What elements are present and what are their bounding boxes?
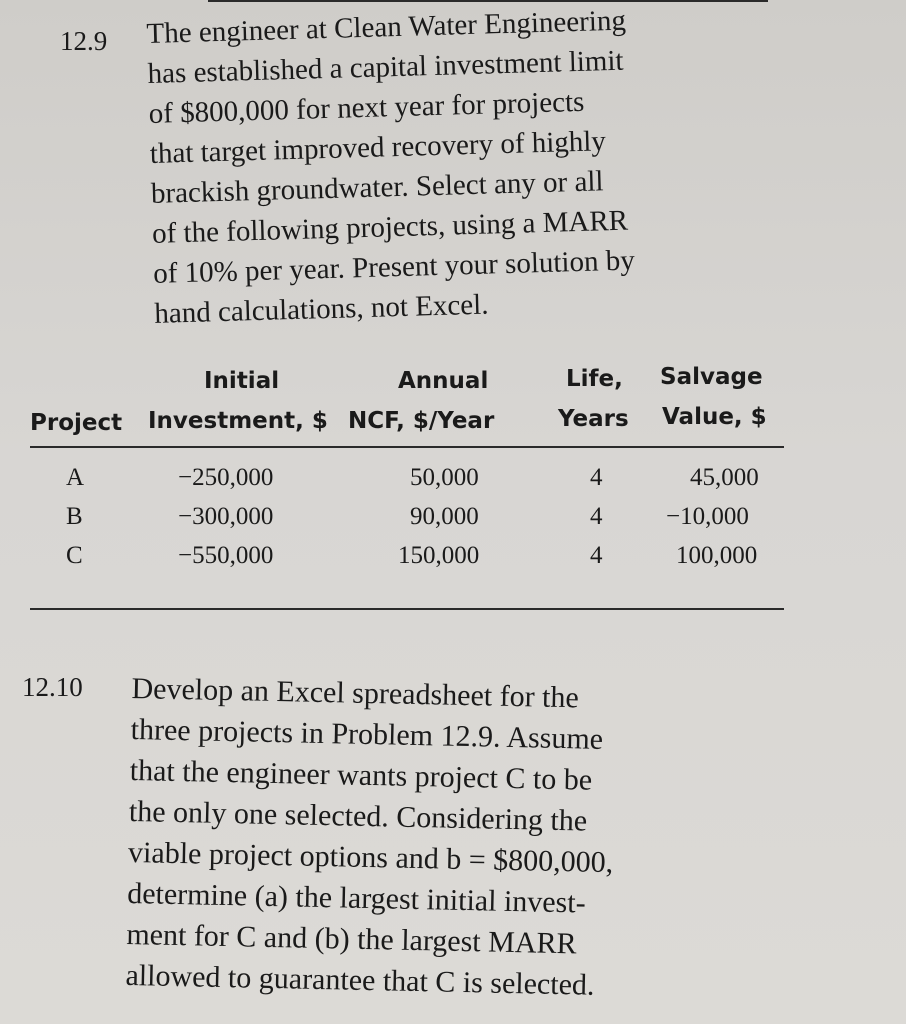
- row-c-life: 4: [590, 542, 603, 569]
- row-a-life: 4: [590, 464, 603, 491]
- table-bottom-divider: [30, 608, 784, 610]
- problem-text-line: Develop an Excel spreadsheet for the: [131, 671, 580, 715]
- problem-text-line: viable project options and b = $800,000,: [127, 835, 614, 880]
- problem-text-line: brackish groundwater. Select any or all: [150, 165, 604, 210]
- row-b-investment: −300,000: [178, 503, 274, 530]
- header-value: Value, $: [662, 404, 767, 430]
- header-ncf: NCF, $/Year: [348, 408, 495, 434]
- problem-text-line: has established a capital investment limit: [147, 44, 624, 90]
- problem-text-line: of the following projects, using a MARR: [151, 204, 629, 250]
- problem-text-line: ment for C and (b) the largest MARR: [126, 917, 577, 961]
- row-c-project: C: [66, 542, 83, 569]
- header-life: Life,: [566, 366, 623, 392]
- row-a-salvage: 45,000: [690, 464, 759, 491]
- problem-text-line: the only one selected. Considering the: [128, 794, 588, 838]
- row-c-ncf: 150,000: [398, 542, 480, 569]
- header-salvage: Salvage: [660, 364, 763, 390]
- header-initial: Initial: [204, 368, 280, 394]
- problem-text-line: allowed to guarantee that C is selected.: [125, 958, 595, 1002]
- problem-12-10-text: [125, 668, 752, 1009]
- header-investment: Investment, $: [148, 408, 328, 434]
- row-a-ncf: 50,000: [410, 464, 479, 491]
- row-b-salvage: −10,000: [666, 503, 749, 530]
- row-a-investment: −250,000: [178, 464, 274, 491]
- problem-12-10-number: 12.10: [22, 672, 83, 702]
- problem-text-line: The engineer at Clean Water Engineering: [146, 4, 627, 50]
- row-b-ncf: 90,000: [410, 503, 479, 530]
- header-annual: Annual: [398, 368, 489, 394]
- problem-text-line: hand calculations, not Excel.: [153, 288, 489, 330]
- problem-text-line: of 10% per year. Present your solution by: [152, 244, 636, 290]
- row-c-investment: −550,000: [178, 542, 274, 569]
- row-b-project: B: [66, 503, 83, 530]
- problem-text-line: that the engineer wants project C to be: [129, 753, 593, 797]
- row-b-life: 4: [590, 503, 603, 530]
- problem-text-line: determine (a) the largest initial invest-: [126, 876, 586, 920]
- header-project: Project: [30, 410, 123, 436]
- row-c-salvage: 100,000: [676, 542, 758, 569]
- problem-text-line: that target improved recovery of highly: [149, 125, 607, 170]
- header-years: Years: [558, 406, 629, 432]
- problem-text-line: three projects in Problem 12.9. Assume: [130, 712, 604, 756]
- header-divider: [30, 446, 784, 448]
- row-a-project: A: [66, 464, 85, 491]
- problem-text-line: of $800,000 for next year for projects: [148, 85, 585, 130]
- problem-12-9-number: 12.9: [60, 26, 108, 56]
- problem-12-9-text: [146, 0, 755, 334]
